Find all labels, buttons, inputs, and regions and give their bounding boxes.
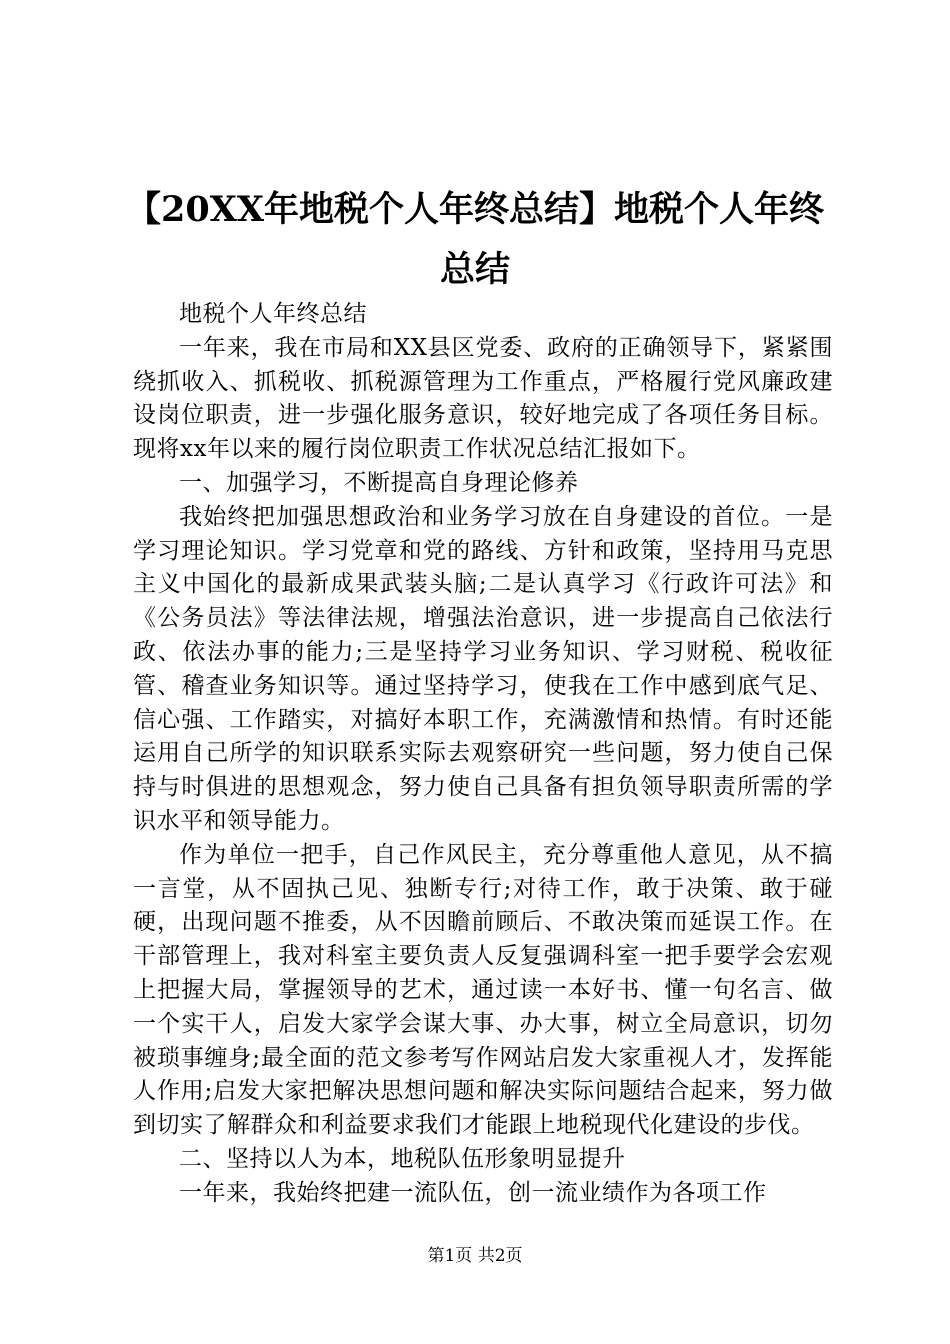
section-heading-2: 二、坚持以人为本，地税队伍形象明显提升 [179,1145,626,1172]
paragraph-study: 我始终把加强思想政治和业务学习放在自身建设的首位。一是学习理论知识。学习党章和党的路线、方针和政策，坚持用马克思主义中国化的最新成果武装头脑;二是认真学习《行政许可法》和《公务员法》等法律法规，增强法治意识，进一步提高自己依法行政、依法办事的能力;三是坚持学习业务知识、学习财税、税收征管、稽查业务知识等。通过坚持学习，使我在工作中感到底气足、信心强、工作踏实，对搞好本职工作，充满激情和热情。有时还能运用自己所学的知识联系实际去观察研究一些问题，努力使自己保持与时俱进的思想观念，努力使自己具备有担负领导职责所需的学识水平和领导能力。 [133,503,833,834]
section-heading-1: 一、加强学习，不断提高自身理论修养 [179,469,579,496]
paragraph-leadership: 作为单位一把手，自己作风民主，充分尊重他人意见，从不搞一言堂，从不固执己见、独断专行;对待工作，敢于决策、敢于碰硬，出现问题不推委，从不因瞻前顾后、不敢决策而延误工作。在干部管理上，我对科室主要负责人反复强调科室一把手要学会宏观上把握大局，掌握领导的艺术，通过读一本好书、懂一句名言、做一个实干人，启发大家学会谋大事、办大事，树立全局意识，切勿被琐事缠身;最全面的范文参考写作网站启发大家重视人才，发挥能人作用;启发大家把解决思想问题和解决实际问题结合起来，努力做到切实了解群众和利益要求我们才能跟上地税现代化建设的步伐。 [133,841,833,1139]
document-title: 【20XX年地税个人年终总结】地税个人年终总结 [125,189,825,290]
page-number-footer: 第1页 共2页 [427,1246,523,1266]
paragraph-intro: 一年来，我在市局和XX县区党委、政府的正确领导下，紧紧围绕抓收入、抓税收、抓税源管理为工作重点，严格履行党风廉政建设岗位职责，进一步强化服务意识，较好地完成了各项任务目标。现将xx年以来的履行岗位职责工作状况总结汇报如下。 [133,334,833,463]
paragraph-team: 一年来，我始终把建一流队伍，创一流业绩作为各项工作 [179,1179,767,1206]
paragraph-subtitle: 地税个人年终总结 [179,301,367,327]
document-body [133,298,833,1211]
